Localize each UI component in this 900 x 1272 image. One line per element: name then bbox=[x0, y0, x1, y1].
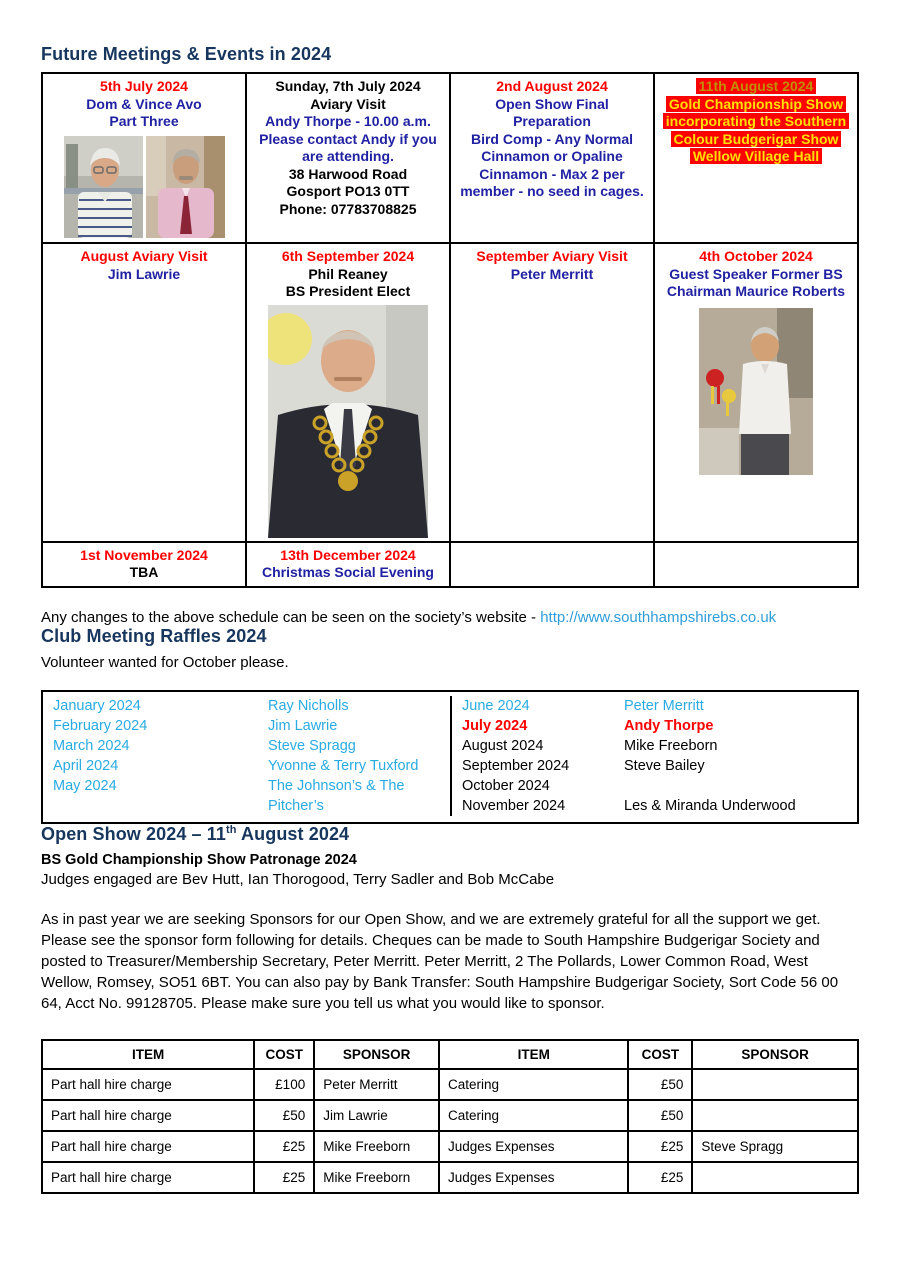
raffle-name: Yvonne & Terry Tuxford bbox=[268, 757, 419, 774]
sponsor-cell bbox=[692, 1100, 858, 1131]
photo-pair bbox=[50, 136, 238, 238]
cost-cell: £50 bbox=[628, 1100, 692, 1131]
raffle-name: The Johnson’s & The Pitcher’s bbox=[268, 777, 405, 814]
item-cell: Part hall hire charge bbox=[42, 1162, 254, 1193]
event-title-highlighted: Gold Championship Show incorporating the Southern Colour Budgerigar Show bbox=[662, 96, 850, 149]
item-cell: Part hall hire charge bbox=[42, 1131, 254, 1162]
sponsor-paragraph: As in past year we are seeking Sponsors for our Open Show, and we are extremely grateful for all the support we get. Please see the sponsor form following for details. Cheques can be made to South Hampshire Budgerigar Society and posted to Treasurer/Membership Secretary, Peter Merritt. Peter Merritt, 2 The Pollards, Lower Common Road, West Wellow, Romsey, SO51 6BT. You can also pay by Bank Transfer: South Hampshire Budgerigar Society, Sort Code 56 00 64, Acct No. 99128705. Please make sure you tell us what you would like to sponsor. bbox=[41, 910, 839, 1012]
events-section-title: Future Meetings & Events in 2024 bbox=[41, 44, 332, 64]
raffle-row bbox=[452, 756, 857, 776]
cost-cell: £50 bbox=[628, 1069, 692, 1100]
raffle-month: May 2024 bbox=[53, 777, 117, 794]
sponsor-cell: Mike Freeborn bbox=[314, 1131, 439, 1162]
raffle-row bbox=[43, 756, 450, 776]
event-speaker: Peter Merritt bbox=[510, 265, 594, 282]
events-row-2 bbox=[42, 243, 858, 542]
event-date: 13th December 2024 bbox=[280, 546, 416, 563]
openshow-section-title: Open Show 2024 – 11th August 2024 bbox=[41, 823, 350, 844]
item-cell: Part hall hire charge bbox=[42, 1069, 254, 1100]
event-cell-7th-july bbox=[246, 73, 450, 243]
raffle-name: Jim Lawrie bbox=[268, 717, 338, 734]
judges-line: Judges engaged are Bev Hutt, Ian Thorogood, Terry Sadler and Bob McCabe bbox=[41, 870, 555, 888]
schedule-note-text: Any changes to the above schedule can be seen on the society’s website - bbox=[41, 608, 541, 626]
raffle-name: Mike Freeborn bbox=[624, 737, 718, 754]
event-title: Open Show Final Preparation bbox=[495, 95, 609, 129]
cost-cell: £25 bbox=[254, 1162, 314, 1193]
event-detail: Andy Thorpe - 10.00 a.m. bbox=[265, 113, 431, 129]
event-cell-empty bbox=[654, 542, 858, 587]
raffle-month: July 2024 bbox=[462, 717, 528, 734]
raffle-month: August 2024 bbox=[462, 737, 544, 754]
item-cell: Judges Expenses bbox=[439, 1162, 628, 1193]
event-detail: Bird Comp - Any Normal Cinnamon or Opaline Cinnamon - Max 2 per member - no seed in cages. bbox=[460, 130, 644, 199]
event-speaker: Guest Speaker Former BS Chairman Maurice Roberts bbox=[666, 265, 846, 299]
event-title: August Aviary Visit bbox=[80, 248, 208, 264]
event-detail: Please contact Andy if you are attending. bbox=[259, 130, 437, 164]
raffle-name: Andy Thorpe bbox=[624, 717, 714, 734]
events-table bbox=[41, 72, 859, 588]
sponsor-row bbox=[42, 1069, 858, 1100]
raffle-row bbox=[43, 776, 450, 816]
event-cell-11th-august bbox=[654, 73, 858, 243]
event-cell-1st-november bbox=[42, 542, 246, 587]
sponsor-row bbox=[42, 1131, 858, 1162]
event-cell-4th-october bbox=[654, 243, 858, 542]
item-cell: Catering bbox=[439, 1069, 628, 1100]
event-venue-highlighted: Wellow Village Hall bbox=[662, 148, 850, 166]
photo-maurice-roberts bbox=[662, 308, 850, 475]
event-date: 5th July 2024 bbox=[100, 78, 188, 94]
col-header-item: ITEM bbox=[439, 1040, 628, 1069]
event-title: Christmas Social Evening bbox=[262, 564, 434, 580]
society-website-link[interactable]: http://www.southhampshirebs.co.uk bbox=[540, 608, 777, 626]
event-cell-5th-july bbox=[42, 73, 246, 243]
raffle-month: April 2024 bbox=[53, 757, 119, 774]
raffle-month: June 2024 bbox=[462, 697, 530, 714]
raffle-row bbox=[452, 776, 857, 796]
sponsor-row bbox=[42, 1162, 858, 1193]
raffle-name: Les & Miranda Underwood bbox=[624, 797, 796, 814]
sponsor-cell: Mike Freeborn bbox=[314, 1162, 439, 1193]
event-date: 4th October 2024 bbox=[699, 248, 813, 264]
raffles-section-title: Club Meeting Raffles 2024 bbox=[41, 625, 267, 646]
event-cell-august-aviary bbox=[42, 243, 246, 542]
event-date: Sunday, 7th July 2024 bbox=[275, 78, 421, 94]
event-cell-september-aviary bbox=[450, 243, 654, 542]
event-title: Dom & Vince Avo bbox=[86, 95, 202, 112]
event-speaker: Phil Reaney bbox=[308, 265, 388, 282]
raffle-month: March 2024 bbox=[53, 737, 130, 754]
sponsor-row bbox=[42, 1100, 858, 1131]
raffle-table-right bbox=[450, 696, 857, 816]
event-date: 6th September 2024 bbox=[281, 248, 415, 264]
schedule-note bbox=[41, 609, 859, 626]
photo-phil-reaney bbox=[254, 305, 442, 538]
event-cell-empty bbox=[450, 542, 654, 587]
raffle-month: January 2024 bbox=[53, 697, 141, 714]
event-detail: BS President Elect bbox=[285, 283, 411, 299]
raffle-row bbox=[43, 696, 450, 716]
col-header-cost: COST bbox=[254, 1040, 314, 1069]
event-address: 38 Harwood Road bbox=[288, 165, 408, 182]
event-title: Part Three bbox=[109, 113, 179, 129]
cost-cell: £25 bbox=[254, 1131, 314, 1162]
item-cell: Judges Expenses bbox=[439, 1131, 628, 1162]
cost-cell: £25 bbox=[628, 1162, 692, 1193]
cost-cell: £100 bbox=[254, 1069, 314, 1100]
col-header-cost: COST bbox=[628, 1040, 692, 1069]
cost-cell: £25 bbox=[628, 1131, 692, 1162]
raffle-row bbox=[452, 796, 857, 816]
sponsor-cell bbox=[692, 1162, 858, 1193]
event-cell-13th-december bbox=[246, 542, 450, 587]
event-date-highlighted: 11th August 2024 bbox=[662, 78, 850, 96]
volunteer-note: Volunteer wanted for October please. bbox=[41, 653, 289, 671]
event-phone: Phone: 07783708825 bbox=[279, 200, 417, 217]
raffle-name: Steve Spragg bbox=[268, 737, 356, 754]
raffle-month: September 2024 bbox=[462, 757, 570, 774]
raffle-row bbox=[43, 716, 450, 736]
sponsor-header-row bbox=[42, 1040, 858, 1069]
raffle-table-left bbox=[43, 696, 450, 816]
raffle-month: November 2024 bbox=[462, 797, 566, 814]
event-title: TBA bbox=[129, 564, 159, 580]
col-header-sponsor: SPONSOR bbox=[314, 1040, 439, 1069]
event-date: 1st November 2024 bbox=[80, 546, 208, 563]
item-cell: Part hall hire charge bbox=[42, 1100, 254, 1131]
photo-dom bbox=[64, 136, 143, 238]
raffle-name bbox=[624, 776, 809, 796]
event-date: 2nd August 2024 bbox=[496, 78, 608, 94]
raffle-month: October 2024 bbox=[462, 777, 550, 794]
event-cell-6th-september bbox=[246, 243, 450, 542]
event-title: September Aviary Visit bbox=[476, 248, 628, 264]
col-header-sponsor: SPONSOR bbox=[692, 1040, 858, 1069]
raffle-row bbox=[452, 716, 857, 736]
raffle-name: Ray Nicholls bbox=[268, 697, 349, 714]
events-row-3 bbox=[42, 542, 858, 587]
sponsor-cell: Steve Spragg bbox=[692, 1131, 858, 1162]
event-title: Aviary Visit bbox=[310, 95, 386, 112]
sponsor-table bbox=[41, 1039, 859, 1194]
raffle-table bbox=[41, 690, 859, 824]
raffle-row bbox=[452, 696, 857, 716]
sponsor-cell: Peter Merritt bbox=[314, 1069, 439, 1100]
raffle-name: Steve Bailey bbox=[624, 757, 705, 774]
patronage-subtitle: BS Gold Championship Show Patronage 2024 bbox=[41, 851, 357, 868]
raffle-name: Peter Merritt bbox=[624, 697, 704, 714]
cost-cell: £50 bbox=[254, 1100, 314, 1131]
event-cell-2nd-august bbox=[450, 73, 654, 243]
sponsor-cell bbox=[692, 1069, 858, 1100]
event-address: Gosport PO13 0TT bbox=[286, 183, 410, 199]
col-header-item: ITEM bbox=[42, 1040, 254, 1069]
sponsor-cell: Jim Lawrie bbox=[314, 1100, 439, 1131]
events-row-1 bbox=[42, 73, 858, 243]
raffle-row bbox=[452, 736, 857, 756]
event-speaker: Jim Lawrie bbox=[107, 265, 181, 282]
raffle-month: February 2024 bbox=[53, 717, 148, 734]
photo-vince bbox=[146, 136, 225, 238]
ordinal-superscript: th bbox=[226, 823, 237, 836]
raffle-row bbox=[43, 736, 450, 756]
item-cell: Catering bbox=[439, 1100, 628, 1131]
